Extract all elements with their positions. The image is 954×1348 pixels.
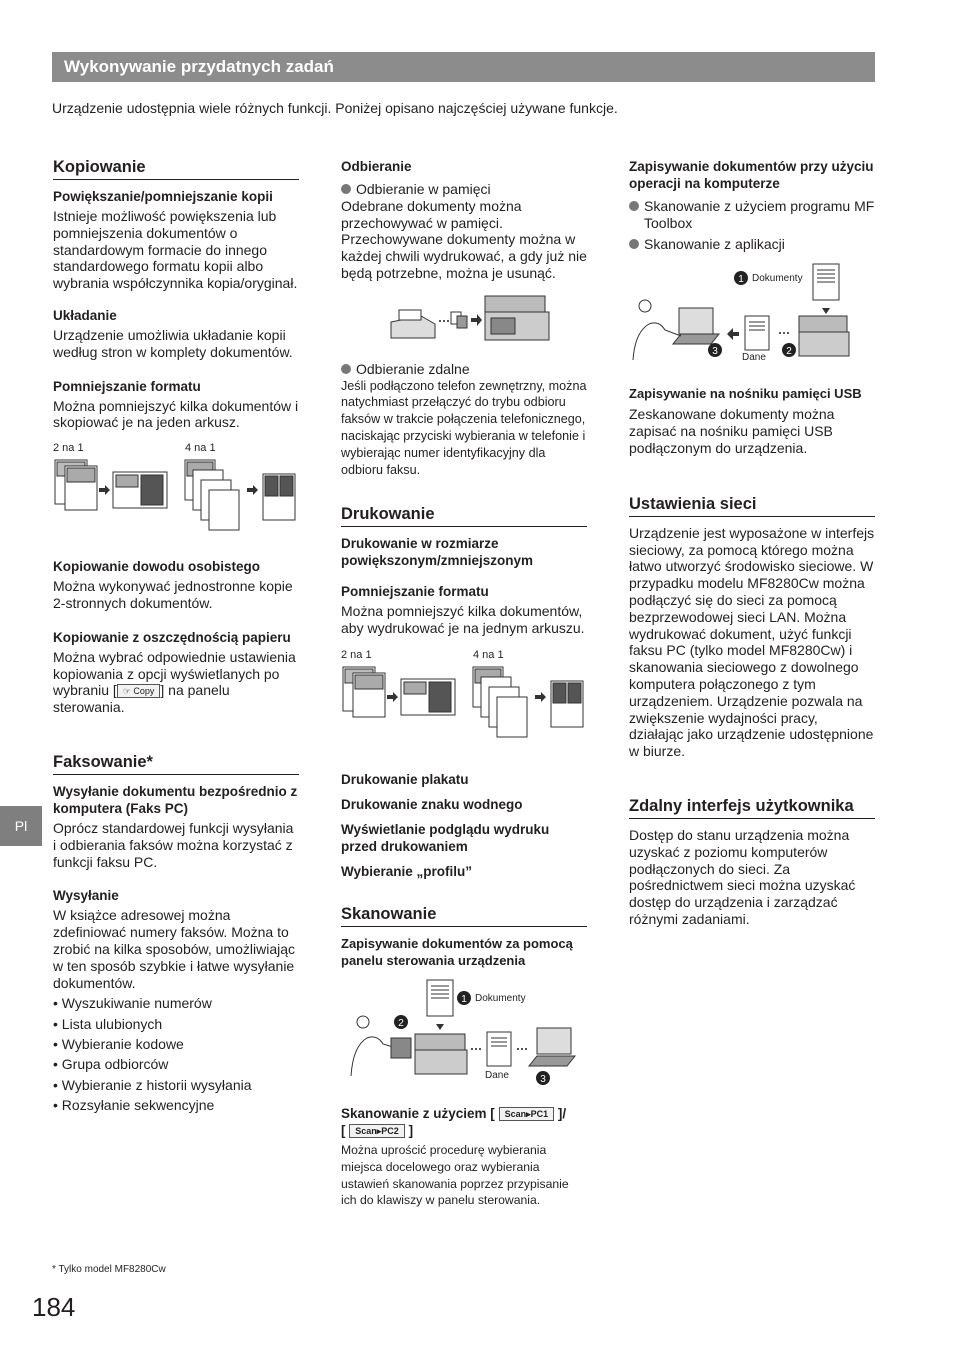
step-2-badge: 2 — [786, 346, 792, 358]
paragraph: Można uprościć procedurę wybierania miejsca docelowego oraz wybierania ustawień skanowania poprzez przypisanie ich do klawiszy w panelu sterowania. — [341, 1142, 569, 1208]
bullet — [341, 361, 587, 378]
page-number: 184 — [32, 1292, 76, 1322]
step-3-badge: 3 — [712, 346, 718, 358]
text-fragment: ] na panelu sterowania. — [53, 682, 230, 716]
paragraph: Odebrane dokumenty można przechowywać w pamięci. Przechowywane dokumenty można w każdej chwili wydrukować, a gdy już nie będą potrzebne, można je usunąć. — [341, 197, 587, 281]
subheading: Wybieranie „profilu” — [341, 863, 473, 879]
n-up-print-illustration — [341, 665, 587, 767]
heading-drukowanie: Drukowanie — [341, 505, 587, 527]
bullet-icon — [341, 184, 351, 194]
bullet-icon — [629, 239, 639, 249]
fig-label: Dokumenty — [752, 273, 803, 285]
step-1-badge: 1 — [461, 993, 467, 1005]
text-fragment: ]/ — [557, 1105, 567, 1121]
step-1-badge: 1 — [738, 274, 744, 286]
scan-pc1-key-icon: Scan▸PC1 — [499, 1107, 555, 1121]
subheading: Pomniejszanie formatu — [53, 378, 201, 394]
bullet-text: Odbieranie w pamięci — [356, 181, 491, 197]
fig-label: 4 na 1 — [473, 648, 504, 661]
step-3-badge: 3 — [540, 1073, 546, 1085]
subheading: Wysyłanie dokumentu bezpośrednio z komputera (Faks PC) — [53, 783, 298, 816]
copy-key-icon: ☞ Copy — [117, 684, 161, 698]
text-fragment: ] — [408, 1122, 414, 1138]
heading-kopiowanie: Kopiowanie — [53, 158, 299, 180]
fig-label: 2 na 1 — [341, 648, 372, 661]
list-item: • Wybieranie kodowe — [53, 1034, 299, 1054]
paragraph: W książce adresowej można zdefiniować numery faksów. Można to zrobić na kilka sposobów, umożliwiając w ten sposób szybkie i łatwe wysyłanie dokumentów. — [53, 907, 295, 991]
list-item: • Grupa odbiorców — [53, 1054, 299, 1074]
fig-label: Dane — [742, 352, 766, 364]
fax-receive-illustration — [341, 288, 587, 352]
heading-ustawienia-sieci: Ustawienia sieci — [629, 495, 875, 517]
section-banner — [52, 52, 875, 82]
paragraph: Można pomniejszyć kilka dokumentów, aby wydrukować je na jednym arkuszu. — [341, 603, 585, 637]
paragraph: Oprócz standardowej funkcji wysyłania i odbierania faksów można korzystać z funkcji faksu PC. — [53, 819, 294, 870]
scan-pc-illustration — [629, 260, 875, 372]
subheading: Wysyłanie — [53, 888, 119, 904]
subheading: Drukowanie w rozmiarze powiększonym/zmniejszonym — [341, 536, 534, 569]
key-label: Copy — [133, 686, 155, 697]
scan-panel-illustration — [341, 978, 587, 1096]
fig-label: Dokumenty — [475, 992, 526, 1004]
list-item: • Lista ulubionych — [53, 1014, 299, 1034]
bullet-icon — [341, 364, 351, 374]
n-up-print-figure — [341, 649, 587, 771]
subheading — [341, 1105, 587, 1139]
subheading: Drukowanie znaku wodnego — [341, 796, 523, 812]
paragraph: Można wykonywać jednostronne kopie 2-stronnych dokumentów. — [53, 578, 293, 611]
subheading: Wyświetlanie podglądu wydruku przed drukowaniem — [341, 821, 550, 854]
paragraph: Dostęp do stanu urządzenia można uzyskać z poziomu komputerów podłączonych do sieci. Za pośrednictwem sieci można uzyskać dostęp do urządzenia i zarządzać różnymi zadaniami. — [629, 826, 856, 927]
text-fragment: Można wybrać odpowiednie ustawienia kopiowania z opcji wyświetlanych po wybraniu [ — [53, 648, 296, 699]
subheading: Drukowanie plakatu — [341, 771, 469, 787]
list-item: • Wyszukiwanie numerów — [53, 993, 299, 1013]
bullet-text: Skanowanie z użyciem programu MF Toolbox — [644, 198, 875, 231]
bullet — [341, 181, 587, 198]
language-tab: Pl — [0, 806, 42, 846]
subheading: Odbieranie — [341, 159, 412, 174]
paragraph: Urządzenie jest wyposażone w interfejs sieciowy, za pomocą którego można łatwo utworzyć środowisko sieciowe. W przypadku modelu MF8280Cw można podłączyć się do sieci za pomocą bezprzewodowej sieci LAN. Można wydrukować dokument, użyć funkcji faksu PC (tylko model MF8280Cw) i skanowania sieciowego z dowolnego komputera połączonego z tym urządzeniem. Urządzenie pozwala na zwiększenie wydajności pracy, działając jako urządzenie udostępnione w biurze. — [629, 524, 875, 760]
text-fragment: [ — [341, 1122, 346, 1138]
column-2 — [341, 158, 587, 1209]
subheading: Zapisywanie dokumentów za pomocą panelu sterowania urządzenia — [341, 935, 573, 968]
subheading: Kopiowanie dowodu osobistego — [53, 559, 260, 575]
paragraph: Można pomniejszyć kilka dokumentów i skopiować je na jeden arkusz. — [53, 397, 299, 431]
heading-skanowanie: Skanowanie — [341, 905, 587, 927]
step-2-badge: 2 — [398, 1017, 404, 1029]
fig-label: Dane — [485, 1069, 509, 1081]
subheading: Zapisywanie dokumentów przy użyciu operacji na komputerze — [629, 159, 874, 191]
n-up-illustration — [53, 458, 299, 558]
subheading: Kopiowanie z oszczędnością papieru — [53, 629, 291, 645]
fig-label: 2 na 1 — [53, 442, 84, 455]
subheading: Pomniejszanie formatu — [341, 584, 489, 600]
scan-pc2-key-icon: Scan▸PC2 — [349, 1124, 405, 1138]
bullet-text: Skanowanie z aplikacji — [644, 235, 785, 252]
bullet — [629, 236, 875, 253]
paragraph: Urządzenie umożliwia układanie kopii według stron w komplety dokumentów. — [53, 326, 293, 360]
subheading: Zapisywanie na nośniku pamięci USB — [629, 386, 862, 402]
paragraph — [53, 649, 299, 716]
heading-faksowanie: Faksowanie* — [53, 753, 299, 775]
bullet-icon — [629, 201, 639, 211]
paragraph: Zeskanowane dokumenty można zapisać na nośniku pamięci USB podłączonym do urządzenia. — [629, 406, 835, 456]
column-3 — [629, 158, 875, 928]
footnote: * Tylko model MF8280Cw — [52, 1264, 166, 1275]
intro-text: Urządzenie udostępnia wiele różnych funkcji. Poniżej opisano najczęściej używane funkcje. — [52, 100, 618, 116]
bullet-text: Odbieranie zdalne — [356, 360, 470, 377]
bullet — [629, 198, 875, 232]
paragraph: Istnieje możliwość powiększenia lub pomniejszenia dokumentów o standardowym formacie do innego standardowego formatu kopii albo wybrania współczynnika kopia/oryginał. — [53, 208, 298, 292]
paragraph: Jeśli podłączono telefon zewnętrzny, można natychmiast przełączyć do trybu odbioru faksów w trakcie połączenia telefonicznego, naciskając przyciski wybierania w telefonie i wybierając numer identyfikacyjny dla odbioru faksu. — [341, 378, 587, 477]
list-item: • Rozsyłanie sekwencyjne — [53, 1095, 299, 1115]
subheading: Układanie — [53, 307, 117, 323]
heading-zdalny-interfejs: Zdalny interfejs użytkownika — [629, 797, 875, 819]
fig-label: 4 na 1 — [185, 442, 216, 455]
section-title: Wykonywanie przydatnych zadań — [64, 57, 334, 76]
subheading: Powiększanie/pomniejszanie kopii — [53, 189, 273, 204]
column-1 — [53, 158, 299, 1115]
n-up-copy-figure — [53, 440, 299, 558]
send-options-list — [53, 993, 299, 1115]
list-item: • Wybieranie z historii wysyłania — [53, 1075, 299, 1095]
text-fragment: Skanowanie z użyciem [ — [341, 1105, 495, 1121]
